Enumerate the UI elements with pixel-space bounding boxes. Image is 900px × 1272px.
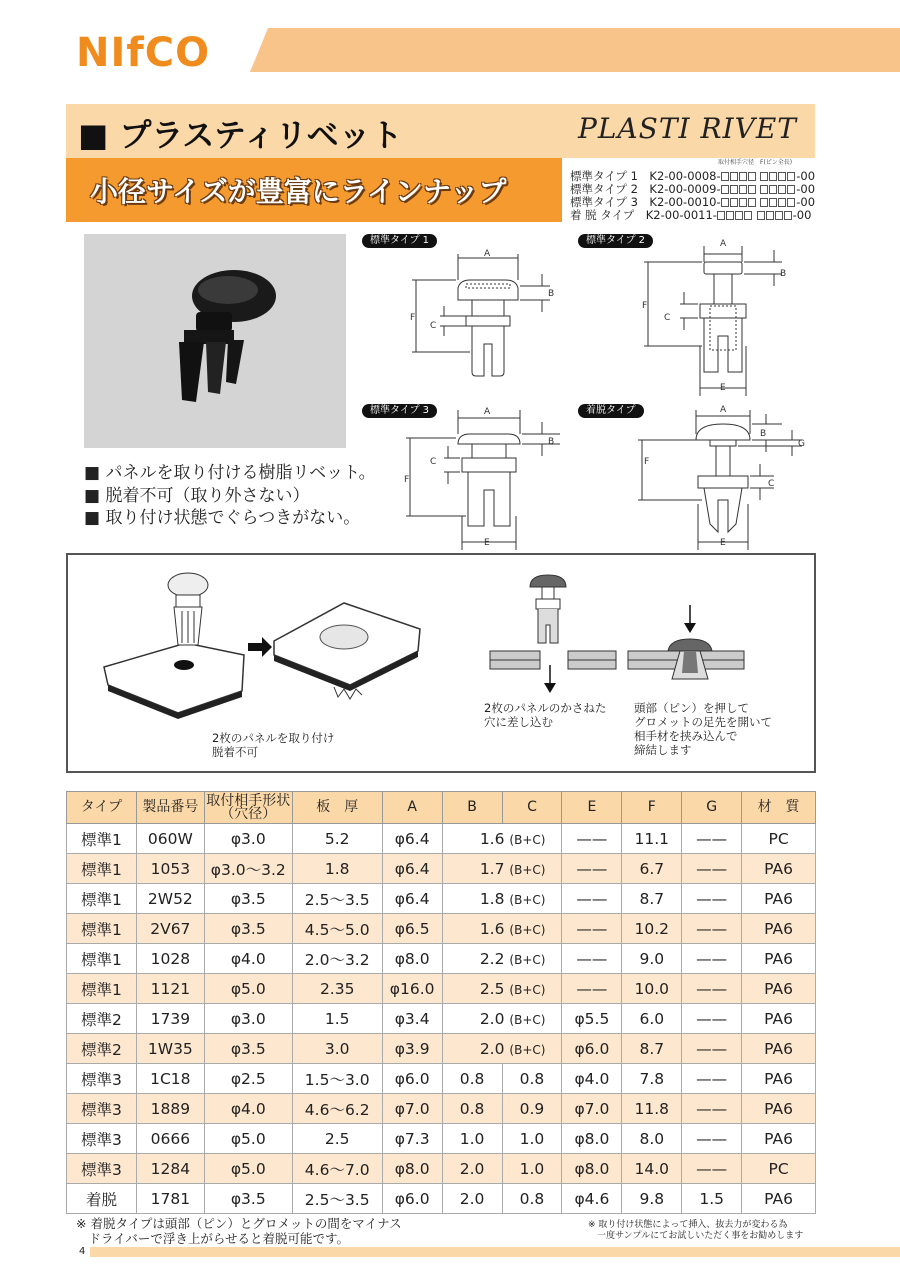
cell-note: (B+C) (509, 862, 546, 877)
cell-note: (B+C) (509, 1042, 546, 1057)
table-cell: PA6 (742, 1034, 816, 1064)
table-cell: 5.2 (292, 824, 382, 854)
table-cell: PA6 (742, 854, 816, 884)
table-cell: —— (682, 884, 742, 914)
table-row (67, 914, 816, 944)
table-cell: φ3.0〜3.2 (204, 854, 292, 884)
note-detachable: ※ 着脱タイプは頭部（ピン）とグロメットの間をマイナス ドライバーで浮き上がらせると着脱可能です。 (76, 1216, 402, 1246)
table-cell: —— (682, 1124, 742, 1154)
table-cell: 7.8 (622, 1064, 682, 1094)
cell-note: (B+C) (509, 922, 546, 937)
cell-note: (B+C) (509, 982, 546, 997)
table-cell: φ8.0 (562, 1124, 622, 1154)
dim-label-b: B (548, 437, 555, 447)
footer-bar (90, 1247, 900, 1257)
caption-press: 頭部（ピン）を押して グロメットの足先を開いて 相手材を挟み込んで 締結します (634, 701, 772, 757)
table-cell: —— (562, 854, 622, 884)
cell-value: 1.6 (479, 919, 505, 938)
table-cell: φ5.0 (204, 974, 292, 1004)
table-cell: φ5.0 (204, 1154, 292, 1184)
diagram-standard-type-3 (400, 404, 570, 554)
table-cell: PA6 (742, 1064, 816, 1094)
table-cell: 1284 (136, 1154, 204, 1184)
table-cell: 060W (136, 824, 204, 854)
table-cell: φ6.0 (562, 1034, 622, 1064)
table-cell: 2.0〜3.2 (292, 944, 382, 974)
table-cell: —— (682, 1004, 742, 1034)
table-row (67, 1154, 816, 1184)
page-title-english: PLASTI RIVET (578, 112, 797, 145)
table-row (67, 1034, 816, 1064)
col-header: B (442, 792, 502, 824)
dim-label-f: F (644, 457, 650, 467)
table-cell: —— (682, 1034, 742, 1064)
spec-table (66, 791, 816, 1214)
table-cell: PA6 (742, 914, 816, 944)
dim-label-a: A (484, 249, 491, 259)
table-cell: φ6.0 (382, 1064, 442, 1094)
table-cell: 10.0 (622, 974, 682, 1004)
table-cell: φ5.0 (204, 1124, 292, 1154)
table-cell: 0.9 (502, 1094, 562, 1124)
table-cell: —— (562, 884, 622, 914)
dim-label-g: G (798, 439, 805, 449)
table-cell: 着脱 (67, 1184, 137, 1214)
installation-illustration (66, 553, 816, 773)
table-cell: —— (682, 854, 742, 884)
dim-label-e: E (720, 538, 726, 548)
table-cell: φ5.5 (562, 1004, 622, 1034)
table-cell: φ4.0 (562, 1064, 622, 1094)
type-tag: 標準タイプ 3 (362, 404, 437, 418)
dim-label-b: B (548, 289, 555, 299)
table-cell: 標準3 (67, 1154, 137, 1184)
table-cell: 11.8 (622, 1094, 682, 1124)
table-cell: φ7.3 (382, 1124, 442, 1154)
table-cell: 6.0 (622, 1004, 682, 1034)
feature-item: ■ パネルを取り付ける樹脂リベット。 (84, 462, 376, 485)
table-cell: —— (562, 944, 622, 974)
table-cell: 1C18 (136, 1064, 204, 1094)
table-cell: φ6.5 (382, 914, 442, 944)
table-cell: PA6 (742, 884, 816, 914)
table-cell: φ8.0 (382, 944, 442, 974)
table-cell: PA6 (742, 1094, 816, 1124)
table-row (67, 1184, 816, 1214)
table-cell: φ7.0 (382, 1094, 442, 1124)
note-sample: ※ 取り付け状態によって挿入、抜去力が変わる為 一度サンプルにてお試しいただく事をお勧めします (588, 1220, 804, 1241)
table-cell: 2W52 (136, 884, 204, 914)
table-cell-b-plus-c (442, 824, 562, 854)
col-header: E (562, 792, 622, 824)
table-cell: —— (562, 824, 622, 854)
table-cell: 1W35 (136, 1034, 204, 1064)
table-cell: 1889 (136, 1094, 204, 1124)
table-cell: 標準1 (67, 974, 137, 1004)
table-cell: PA6 (742, 974, 816, 1004)
cell-note: (B+C) (509, 832, 546, 847)
table-row (67, 854, 816, 884)
table-cell: —— (562, 914, 622, 944)
table-cell: φ3.5 (204, 1034, 292, 1064)
table-cell: 0.8 (442, 1094, 502, 1124)
code-row: 標準タイプ 1 K2-00-0008- -00 (570, 169, 816, 183)
table-cell: 8.7 (622, 884, 682, 914)
feature-list (84, 462, 376, 530)
table-row (67, 944, 816, 974)
table-cell: 4.6〜6.2 (292, 1094, 382, 1124)
table-cell: 1028 (136, 944, 204, 974)
cell-note: (B+C) (509, 952, 546, 967)
table-cell: 1.5 (292, 1004, 382, 1034)
col-header: 板 厚 (292, 792, 382, 824)
table-cell: PC (742, 824, 816, 854)
cell-value: 2.0 (479, 1039, 505, 1058)
cell-value: 2.0 (479, 1009, 505, 1028)
table-cell: 1739 (136, 1004, 204, 1034)
part-code-list (570, 158, 815, 222)
table-cell: 2.5 (292, 1124, 382, 1154)
table-cell: φ3.9 (382, 1034, 442, 1064)
table-cell: 1.0 (442, 1124, 502, 1154)
table-cell: 3.0 (292, 1034, 382, 1064)
table-cell: PA6 (742, 1184, 816, 1214)
table-cell-b-plus-c (442, 914, 562, 944)
table-cell: 標準1 (67, 824, 137, 854)
table-cell: 2V67 (136, 914, 204, 944)
table-cell: 14.0 (622, 1154, 682, 1184)
table-cell-b-plus-c (442, 944, 562, 974)
diagram-detachable-type (632, 404, 812, 554)
code-row: 標準タイプ 3 K2-00-0010- -00 (570, 195, 816, 209)
dim-label-c: C (430, 321, 437, 331)
col-header: F (622, 792, 682, 824)
table-cell: —— (682, 1064, 742, 1094)
table-cell: —— (562, 974, 622, 1004)
cell-value: 1.7 (479, 859, 505, 878)
page-number: 4 (79, 1246, 86, 1257)
table-cell: φ6.4 (382, 854, 442, 884)
diagram-standard-type-2 (632, 236, 812, 396)
table-cell: 1.0 (502, 1124, 562, 1154)
col-header: G (682, 792, 742, 824)
page-title: ■ プラスティリベット (78, 116, 403, 154)
table-cell-b-plus-c (442, 974, 562, 1004)
table-cell: φ3.5 (204, 1184, 292, 1214)
table-cell: —— (682, 824, 742, 854)
table-cell: 標準1 (67, 884, 137, 914)
cell-value: 2.2 (479, 949, 505, 968)
table-cell: 9.8 (622, 1184, 682, 1214)
dim-label-f: F (404, 475, 410, 485)
table-cell: PA6 (742, 1124, 816, 1154)
table-cell: φ2.5 (204, 1064, 292, 1094)
feature-item: ■ 取り付け状態でぐらつきがない。 (84, 507, 376, 530)
caption-insert: 2枚のパネルのかさねた 穴に差し込む (484, 701, 607, 729)
table-cell: —— (682, 1154, 742, 1184)
col-header: タイプ (67, 792, 137, 824)
table-cell: φ6.4 (382, 884, 442, 914)
cell-value: 2.5 (479, 979, 505, 998)
table-cell: —— (682, 944, 742, 974)
cell-value: 1.6 (479, 829, 505, 848)
dim-label-f: F (410, 313, 416, 323)
table-cell: 標準1 (67, 944, 137, 974)
table-cell: PA6 (742, 1004, 816, 1034)
table-row (67, 1094, 816, 1124)
table-cell: φ3.5 (204, 914, 292, 944)
table-cell: 標準3 (67, 1064, 137, 1094)
table-cell: 1053 (136, 854, 204, 884)
table-cell: 1.5〜3.0 (292, 1064, 382, 1094)
table-cell: φ8.0 (382, 1154, 442, 1184)
table-cell: φ16.0 (382, 974, 442, 1004)
table-cell: φ6.4 (382, 824, 442, 854)
table-cell: 10.2 (622, 914, 682, 944)
table-cell: 6.7 (622, 854, 682, 884)
header-accent-bar (250, 28, 900, 72)
table-cell: φ4.0 (204, 1094, 292, 1124)
table-cell: 標準2 (67, 1034, 137, 1064)
col-header: 製品番号 (136, 792, 204, 824)
table-cell: φ4.6 (562, 1184, 622, 1214)
col-header: 取付相手形状 （穴径） (206, 792, 291, 822)
dim-label-a: A (484, 407, 491, 417)
caption-panel: 2枚のパネルを取り付け 脱着不可 (212, 731, 335, 759)
table-row (67, 974, 816, 1004)
table-row (67, 1124, 816, 1154)
table-cell-b-plus-c (442, 1004, 562, 1034)
type-tag: 標準タイプ 1 (362, 234, 437, 248)
table-cell: 4.5〜5.0 (292, 914, 382, 944)
table-cell: 2.5〜3.5 (292, 884, 382, 914)
table-cell-b-plus-c (442, 884, 562, 914)
table-cell: 1.8 (292, 854, 382, 884)
table-cell: PA6 (742, 944, 816, 974)
table-cell: —— (682, 1094, 742, 1124)
type-tag: 標準タイプ 2 (578, 234, 653, 248)
table-cell: PC (742, 1154, 816, 1184)
table-cell: —— (682, 974, 742, 1004)
table-cell: —— (682, 914, 742, 944)
table-cell: 8.0 (622, 1124, 682, 1154)
table-cell: 9.0 (622, 944, 682, 974)
code-row: 標準タイプ 2 K2-00-0009- -00 (570, 182, 816, 196)
table-cell: 11.1 (622, 824, 682, 854)
table-cell: φ3.0 (204, 1004, 292, 1034)
dim-label-c: C (768, 479, 775, 489)
nifco-logo: NIfCO (76, 30, 211, 76)
col-header: 材 質 (742, 792, 816, 824)
dim-label-c: C (664, 313, 671, 323)
dim-label-c: C (430, 457, 437, 467)
dim-label-e: E (484, 538, 490, 548)
table-row (67, 884, 816, 914)
dim-label-f: F (642, 301, 648, 311)
table-cell: 2.35 (292, 974, 382, 1004)
table-cell: 2.5〜3.5 (292, 1184, 382, 1214)
type-tag: 着脱タイプ (578, 404, 644, 418)
table-cell: 1.5 (682, 1184, 742, 1214)
dim-label-b: B (780, 269, 787, 279)
col-header: C (502, 792, 562, 824)
table-cell: 2.0 (442, 1154, 502, 1184)
table-cell: 標準1 (67, 854, 137, 884)
table-cell-b-plus-c (442, 1034, 562, 1064)
diagram-standard-type-1 (400, 244, 570, 384)
table-cell: 標準3 (67, 1094, 137, 1124)
table-cell: φ3.0 (204, 824, 292, 854)
table-cell: 1121 (136, 974, 204, 1004)
table-cell: 8.7 (622, 1034, 682, 1064)
table-cell: 1.0 (502, 1154, 562, 1184)
table-cell: 標準1 (67, 914, 137, 944)
product-photo (84, 234, 346, 448)
table-cell: φ6.0 (382, 1184, 442, 1214)
table-cell: 0.8 (502, 1064, 562, 1094)
table-cell: 0.8 (502, 1184, 562, 1214)
col-header: A (382, 792, 442, 824)
table-cell: 4.6〜7.0 (292, 1154, 382, 1184)
spec-table-body (67, 824, 816, 1214)
feature-item: ■ 脱着不可（取り外さない） (84, 485, 376, 508)
table-cell: 0.8 (442, 1064, 502, 1094)
table-cell: φ7.0 (562, 1094, 622, 1124)
cell-value: 1.8 (479, 889, 505, 908)
table-cell: φ3.4 (382, 1004, 442, 1034)
table-cell: 0666 (136, 1124, 204, 1154)
subtitle: 小径サイズが豊富にラインナップ (90, 175, 507, 208)
dim-label-b: B (760, 429, 767, 439)
dim-label-a: A (720, 239, 727, 249)
dim-label-e: E (720, 383, 726, 393)
table-cell: 標準2 (67, 1004, 137, 1034)
cell-note: (B+C) (509, 1012, 546, 1027)
table-cell: 標準3 (67, 1124, 137, 1154)
table-cell: φ3.5 (204, 884, 292, 914)
table-cell: φ8.0 (562, 1154, 622, 1184)
table-row (67, 824, 816, 854)
code-header: 取付相手穴径 F(ピン全長) (718, 159, 793, 166)
table-row (67, 1064, 816, 1094)
table-row (67, 1004, 816, 1034)
table-cell: 2.0 (442, 1184, 502, 1214)
dim-label-a: A (720, 405, 727, 415)
code-row: 着 脱 タイプ K2-00-0011- -00 (570, 208, 812, 222)
table-cell: φ4.0 (204, 944, 292, 974)
table-cell: 1781 (136, 1184, 204, 1214)
table-cell-b-plus-c (442, 854, 562, 884)
cell-note: (B+C) (509, 892, 546, 907)
table-header-row (67, 792, 816, 824)
